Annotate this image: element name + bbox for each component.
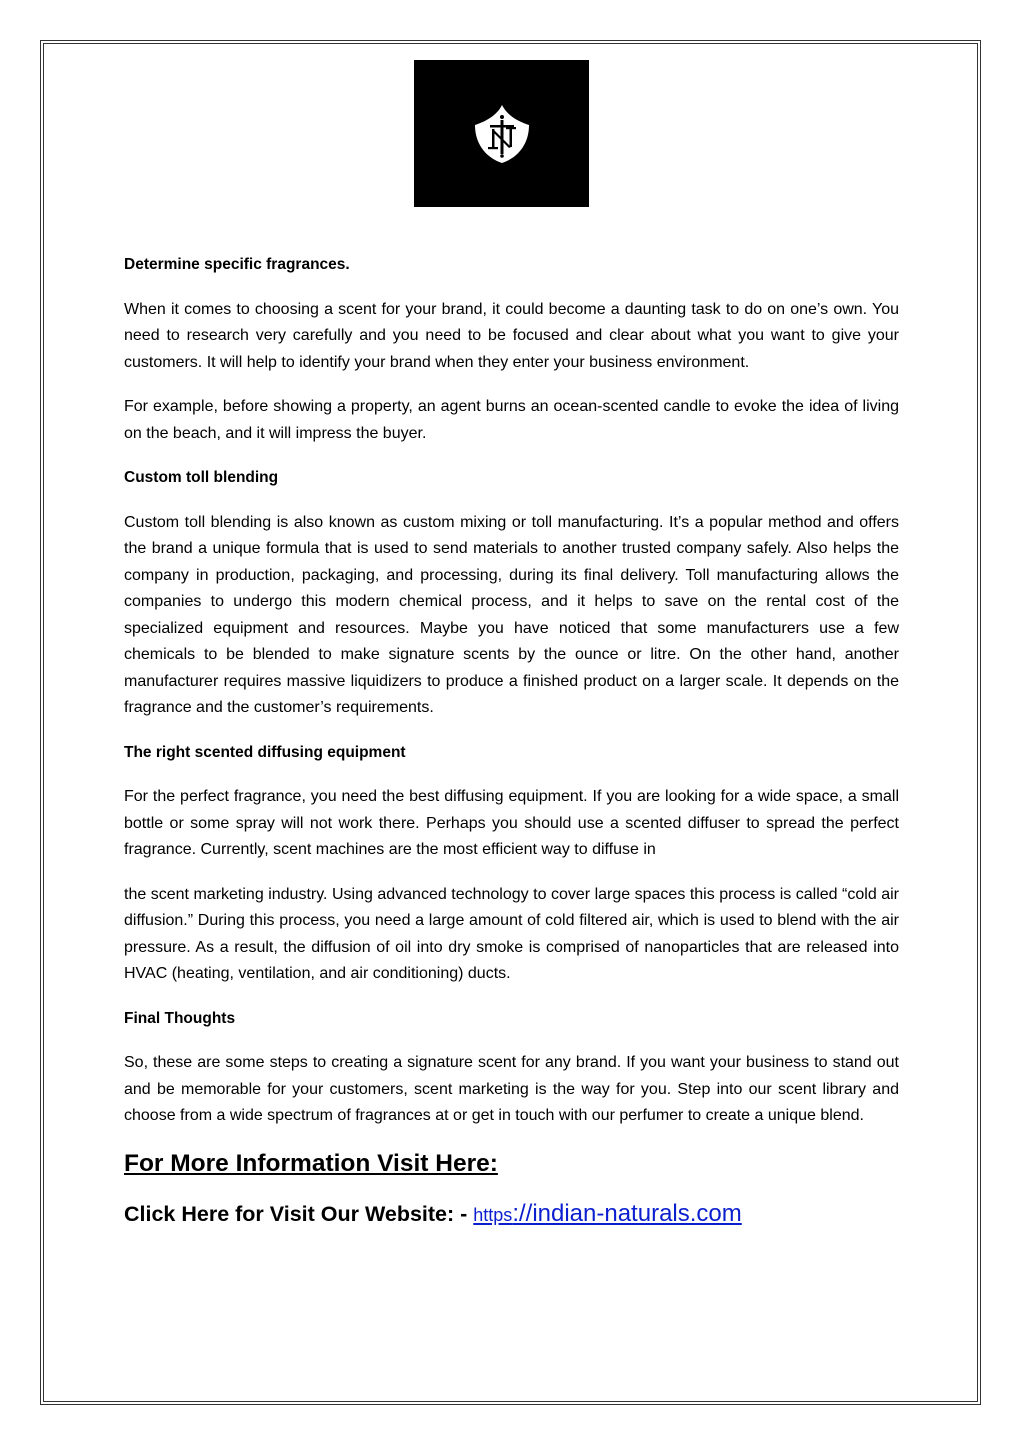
article-content	[124, 252, 899, 1231]
section-heading: Custom toll blending	[124, 469, 279, 486]
section-heading: The right scented diffusing equipment	[124, 743, 406, 761]
paragraph: For example, before showing a property, an agent burns an ocean-scented candle to evoke the idea of living on the beach, and it will impress the buyer.	[124, 398, 899, 442]
visit-website-label: Click Here for Visit Our Website: -	[124, 1201, 468, 1226]
paragraph: So, these are some steps to creating a signature scent for any brand. If you want your business to stand out and be memorable for your customers, scent marketing is the way for you. Step into our scent library and choose from a wide spectrum of fragrances at or get in touch with our perfumer to create a unique blend.	[124, 1054, 899, 1124]
more-info-heading: For More Information Visit Here:	[124, 1149, 498, 1177]
website-link[interactable]	[473, 1200, 741, 1227]
paragraph: Custom toll blending is also known as custom mixing or toll manufacturing. It’s a popular method and offers the brand a unique formula that is used to send materials to another trusted company safely. Also helps the company in production, packaging, and processing, during its final delivery. Toll manufacturing allows the companies to undergo this modern chemical process, and it helps to save on the rental cost of the specialized equipment and resources. Maybe you have noticed that some manufacturers use a few chemicals to be blended to make signature scents by the ounce or litre. On the other hand, another manufacturer requires massive liquidizers to produce a finished product on a larger scale. It depends on the fragrance and the customer’s requirements.	[124, 513, 899, 716]
paragraph: For the perfect fragrance, you need the best diffusing equipment. If you are looking for a wide space, a small bottle or some spray will not work there. Perhaps you should use a scented diffuser to spread the perfect fragrance. Currently, scent machines are the most efficient way to diffuse in	[124, 788, 899, 858]
section-determine-fragrances	[124, 252, 899, 447]
paragraph: When it comes to choosing a scent for your brand, it could become a daunting task to do on one’s own. You need to research very carefully and you need to be focused and clear about what you want to give your customers. It will help to identify your brand when they enter your business environment.	[124, 300, 899, 371]
section-diffusing-equipment	[124, 740, 899, 988]
section-custom-toll-blending	[124, 465, 899, 722]
brand-logo	[414, 60, 589, 207]
indian-naturals-monogram-icon	[471, 103, 533, 165]
paragraph: the scent marketing industry. Using advanced technology to cover large spaces this process is called “cold air diffusion.” During this process, you need a large amount of cold filtered air, which is used to blend with the air pressure. As a result, the diffusion of oil into dry smoke is comprised of nanoparticles that are released into HVAC (heating, ventilation, and air conditioning) ducts.	[124, 885, 899, 982]
website-link-domain: ://indian-naturals.com	[512, 1199, 742, 1227]
visit-website-line	[124, 1198, 899, 1231]
section-heading: Determine specific fragrances.	[124, 256, 350, 273]
website-link-scheme: https	[473, 1204, 513, 1225]
section-heading: Final Thoughts	[124, 1009, 236, 1027]
section-final-thoughts	[124, 1006, 899, 1130]
